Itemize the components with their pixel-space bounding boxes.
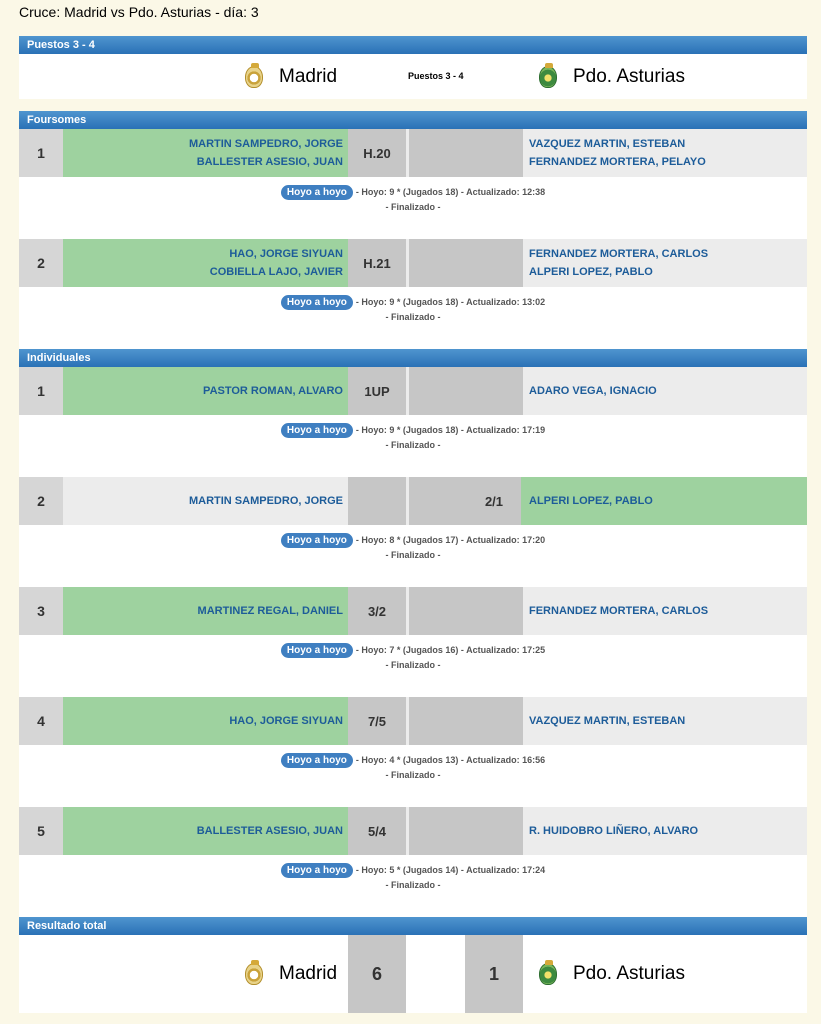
score-left: 7/5 (348, 697, 406, 745)
score-left: H.20 (348, 129, 406, 177)
individual-match-4[interactable] (19, 697, 807, 745)
left-players (63, 239, 348, 287)
match-number: 4 (19, 697, 63, 745)
score-right (465, 697, 523, 745)
match-progress: - Hoyo: 4 * (Jugados 13) - Actualizado: 16:56 (355, 755, 546, 765)
score-right (465, 367, 523, 415)
player-link[interactable]: FERNANDEZ MORTERA, PELAYO (529, 156, 706, 168)
match-progress: - Hoyo: 7 * (Jugados 16) - Actualizado: 17:25 (355, 645, 546, 655)
individual-match-1[interactable] (19, 367, 807, 415)
player-link[interactable]: ADARO VEGA, IGNACIO (529, 385, 657, 397)
player-link[interactable]: MARTINEZ REGAL, DANIEL (197, 605, 343, 617)
score-middle (409, 807, 467, 855)
player-link[interactable]: BALLESTER ASESIO, JUAN (196, 156, 343, 168)
right-players (521, 477, 807, 525)
player-link[interactable]: HAO, JORGE SIYUAN (229, 248, 343, 260)
hoyo-a-hoyo-button[interactable]: Hoyo a hoyo (281, 753, 353, 768)
match-info (19, 415, 807, 477)
player-link[interactable]: ALPERI LOPEZ, PABLO (529, 266, 653, 278)
match-status: - Finalizado - (385, 202, 441, 212)
score-right: 2/1 (465, 477, 523, 525)
individual-match-5[interactable] (19, 807, 807, 855)
score-right (465, 807, 523, 855)
madrid-crest-icon (245, 66, 263, 88)
individual-match-3[interactable] (19, 587, 807, 635)
score-middle (409, 697, 467, 745)
score-middle (409, 477, 467, 525)
madrid-crest-icon (245, 963, 263, 985)
page-title: Cruce: Madrid vs Pdo. Asturias - día: 3 (19, 4, 259, 20)
player-link[interactable]: PASTOR ROMAN, ALVARO (203, 385, 343, 397)
left-players (63, 587, 348, 635)
hoyo-a-hoyo-button[interactable]: Hoyo a hoyo (281, 185, 353, 200)
match-progress: - Hoyo: 9 * (Jugados 18) - Actualizado: 17:19 (355, 425, 546, 435)
foursome-match-1[interactable] (19, 129, 807, 177)
match-info (19, 855, 807, 917)
player-link[interactable]: VAZQUEZ MARTIN, ESTEBAN (529, 715, 686, 727)
right-players (521, 807, 807, 855)
right-players (521, 587, 807, 635)
hoyo-a-hoyo-button[interactable]: Hoyo a hoyo (281, 533, 353, 548)
team-left (245, 54, 337, 99)
score-left: H.21 (348, 239, 406, 287)
teams-header-row (19, 54, 807, 99)
match-number: 5 (19, 807, 63, 855)
left-players (63, 807, 348, 855)
hoyo-a-hoyo-button[interactable]: Hoyo a hoyo (281, 643, 353, 658)
right-players (521, 129, 807, 177)
score-left: 1UP (348, 367, 406, 415)
asturias-crest-icon (539, 963, 557, 985)
match-info (19, 287, 807, 349)
score-left: 3/2 (348, 587, 406, 635)
left-players (63, 367, 348, 415)
match-number: 1 (19, 129, 63, 177)
match-number: 3 (19, 587, 63, 635)
match-progress: - Hoyo: 5 * (Jugados 14) - Actualizado: 17:24 (355, 865, 546, 875)
hoyo-a-hoyo-button[interactable]: Hoyo a hoyo (281, 863, 353, 878)
match-number: 1 (19, 367, 63, 415)
total-team-left-name: Madrid (279, 963, 338, 984)
total-score-left: 6 (348, 935, 406, 1013)
player-link[interactable]: FERNANDEZ MORTERA, CARLOS (529, 605, 709, 617)
hoyo-a-hoyo-button[interactable]: Hoyo a hoyo (281, 423, 353, 438)
player-link[interactable]: COBIELLA LAJO, JAVIER (209, 266, 343, 278)
match-status: - Finalizado - (385, 660, 441, 670)
total-result-row (19, 935, 807, 1013)
total-team-right-name: Pdo. Asturias (573, 963, 685, 984)
section-header-foursomes: Foursomes (19, 111, 807, 129)
score-right (465, 587, 523, 635)
asturias-crest-icon (539, 66, 557, 88)
match-number: 2 (19, 239, 63, 287)
match-info (19, 525, 807, 587)
results-panel (19, 36, 807, 1013)
match-info (19, 177, 807, 239)
score-middle (409, 239, 467, 287)
player-link[interactable]: MARTIN SAMPEDRO, JORGE (188, 138, 343, 150)
score-middle (409, 367, 467, 415)
match-progress: - Hoyo: 9 * (Jugados 18) - Actualizado: 13:02 (355, 297, 546, 307)
right-players (521, 239, 807, 287)
player-link[interactable]: ALPERI LOPEZ, PABLO (529, 495, 653, 507)
individual-match-2[interactable] (19, 477, 807, 525)
team-right (539, 54, 685, 99)
match-status: - Finalizado - (385, 312, 441, 322)
player-link[interactable]: BALLESTER ASESIO, JUAN (196, 825, 343, 837)
score-right (465, 239, 523, 287)
player-link[interactable]: MARTIN SAMPEDRO, JORGE (188, 495, 343, 507)
match-progress: - Hoyo: 9 * (Jugados 18) - Actualizado: 12:38 (355, 187, 546, 197)
match-info (19, 635, 807, 697)
left-players (63, 697, 348, 745)
right-players (521, 367, 807, 415)
score-left: 5/4 (348, 807, 406, 855)
left-players (63, 129, 348, 177)
match-info (19, 745, 807, 807)
section-header-total: Resultado total (19, 917, 807, 935)
player-link[interactable]: HAO, JORGE SIYUAN (229, 715, 343, 727)
hoyo-a-hoyo-button[interactable]: Hoyo a hoyo (281, 295, 353, 310)
foursome-match-2[interactable] (19, 239, 807, 287)
player-link[interactable]: R. HUIDOBRO LIÑERO, ALVARO (529, 825, 699, 837)
match-status: - Finalizado - (385, 880, 441, 890)
total-score-right: 1 (465, 935, 523, 1013)
match-status: - Finalizado - (385, 440, 441, 450)
total-team-right (539, 935, 685, 1013)
left-players (63, 477, 348, 525)
score-middle (409, 129, 467, 177)
team-left-name: Madrid (279, 65, 338, 87)
match-progress: - Hoyo: 8 * (Jugados 17) - Actualizado: 17:20 (355, 535, 546, 545)
match-status: - Finalizado - (385, 770, 441, 780)
section-header-puestos: Puestos 3 - 4 (19, 36, 807, 54)
player-link[interactable]: FERNANDEZ MORTERA, CARLOS (529, 248, 709, 260)
right-players (521, 697, 807, 745)
phase-label: Puestos 3 - 4 (408, 71, 464, 81)
match-number: 2 (19, 477, 63, 525)
match-status: - Finalizado - (385, 550, 441, 560)
total-team-left (245, 935, 337, 1013)
team-right-name: Pdo. Asturias (573, 65, 685, 87)
section-header-individuales: Individuales (19, 349, 807, 367)
score-middle (409, 587, 467, 635)
score-left (348, 477, 406, 525)
score-right (465, 129, 523, 177)
player-link[interactable]: VAZQUEZ MARTIN, ESTEBAN (529, 138, 686, 150)
